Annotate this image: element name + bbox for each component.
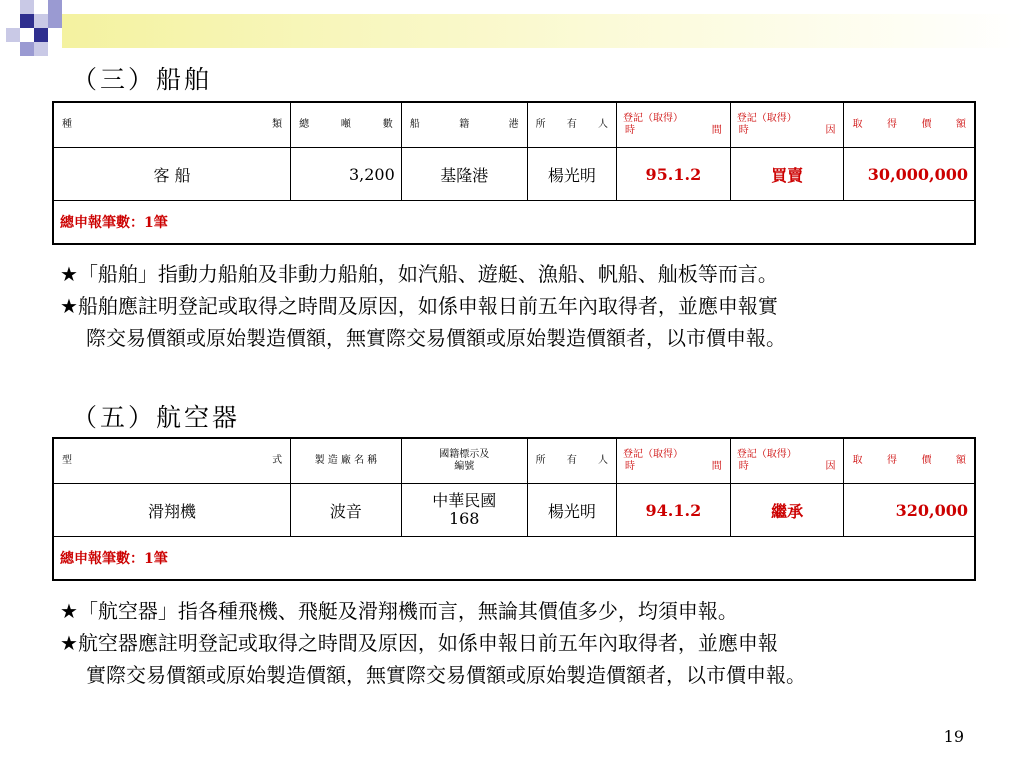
page-number: 19: [943, 727, 964, 746]
star-icon: ★: [60, 631, 78, 655]
header-reg-time: 登記（取得） 時 間: [617, 102, 731, 148]
decoration-square: [34, 42, 48, 56]
header-decoration-bar: [62, 14, 1024, 48]
cell-owner: 楊光明: [527, 148, 616, 201]
star-icon: ★: [60, 599, 78, 623]
table-total-row: [53, 201, 975, 245]
cell-reg-reason: 買賣: [730, 148, 844, 201]
decoration-square: [48, 0, 62, 14]
header-type: 型 式: [53, 438, 291, 484]
header-registry-mark: 國籍標示及 編號: [401, 438, 527, 484]
decoration-square: [34, 28, 48, 42]
header-manufacturer: 製 造 廠 名 稱: [291, 438, 402, 484]
note-line: ★船舶應註明登記或取得之時間及原因，如係申報日前五年內取得者，並應申報實: [60, 290, 1000, 322]
aircraft-notes: [60, 595, 1000, 691]
decoration-square: [20, 0, 34, 14]
decoration-square: [34, 14, 48, 28]
header-tonnage: 總 噸 數: [291, 102, 402, 148]
cell-type: 客 船: [53, 148, 291, 201]
cell-registry-mark: 中華民國 168: [401, 484, 527, 537]
note-line: 際交易價額或原始製造價額，無實際交易價額或原始製造價額者，以市價申報。: [86, 326, 786, 350]
table-row: [53, 484, 975, 537]
cell-reg-reason: 繼承: [730, 484, 844, 537]
header-price: 取 得 價 額: [844, 102, 975, 148]
cell-price: 30,000,000: [844, 148, 975, 201]
section-title-ships: （三）船舶: [72, 65, 213, 94]
header-reg-reason: 登記（取得） 時 因: [730, 438, 844, 484]
ships-notes: [60, 258, 1000, 354]
note-line: ★航空器應註明登記或取得之時間及原因，如係申報日前五年內取得者，並應申報: [60, 627, 1000, 659]
decoration-square: [20, 42, 34, 56]
cell-type: 滑翔機: [53, 484, 291, 537]
decoration-square: [6, 28, 20, 42]
cell-price: 320,000: [844, 484, 975, 537]
section-title-aircraft: （五）航空器: [72, 403, 241, 432]
header-reg-time: 登記（取得） 時 間: [617, 438, 731, 484]
star-icon: ★: [60, 294, 78, 318]
total-count: 總申報筆數：1筆: [53, 201, 975, 245]
total-count: 總申報筆數：1筆: [53, 537, 975, 581]
cell-reg-time: 94.1.2: [617, 484, 731, 537]
table-header-row: [53, 102, 975, 148]
note-line: 實際交易價額或原始製造價額，無實際交易價額或原始製造價額者，以市價申報。: [86, 663, 806, 687]
decoration-square: [48, 14, 62, 28]
aircraft-table: [52, 437, 976, 581]
header-registry-port: 船 籍 港: [401, 102, 527, 148]
decoration-square: [20, 14, 34, 28]
ships-table: [52, 101, 976, 245]
header-reg-reason: 登記（取得） 時 因: [730, 102, 844, 148]
cell-reg-time: 95.1.2: [617, 148, 731, 201]
note-line: ★「船舶」指動力船舶及非動力船舶，如汽船、遊艇、漁船、帆船、舢板等而言。: [60, 258, 1000, 290]
note-line: ★「航空器」指各種飛機、飛艇及滑翔機而言，無論其價值多少，均須申報。: [60, 595, 1000, 627]
header-price: 取 得 價 額: [844, 438, 975, 484]
star-icon: ★: [60, 262, 78, 286]
cell-registry-port: 基隆港: [401, 148, 527, 201]
table-header-row: [53, 438, 975, 484]
table-row: [53, 148, 975, 201]
header-type: 種 類: [53, 102, 291, 148]
header-owner: 所 有 人: [527, 102, 616, 148]
header-owner: 所 有 人: [527, 438, 616, 484]
cell-tonnage: 3,200: [291, 148, 402, 201]
cell-manufacturer: 波音: [291, 484, 402, 537]
table-total-row: [53, 537, 975, 581]
cell-owner: 楊光明: [527, 484, 616, 537]
